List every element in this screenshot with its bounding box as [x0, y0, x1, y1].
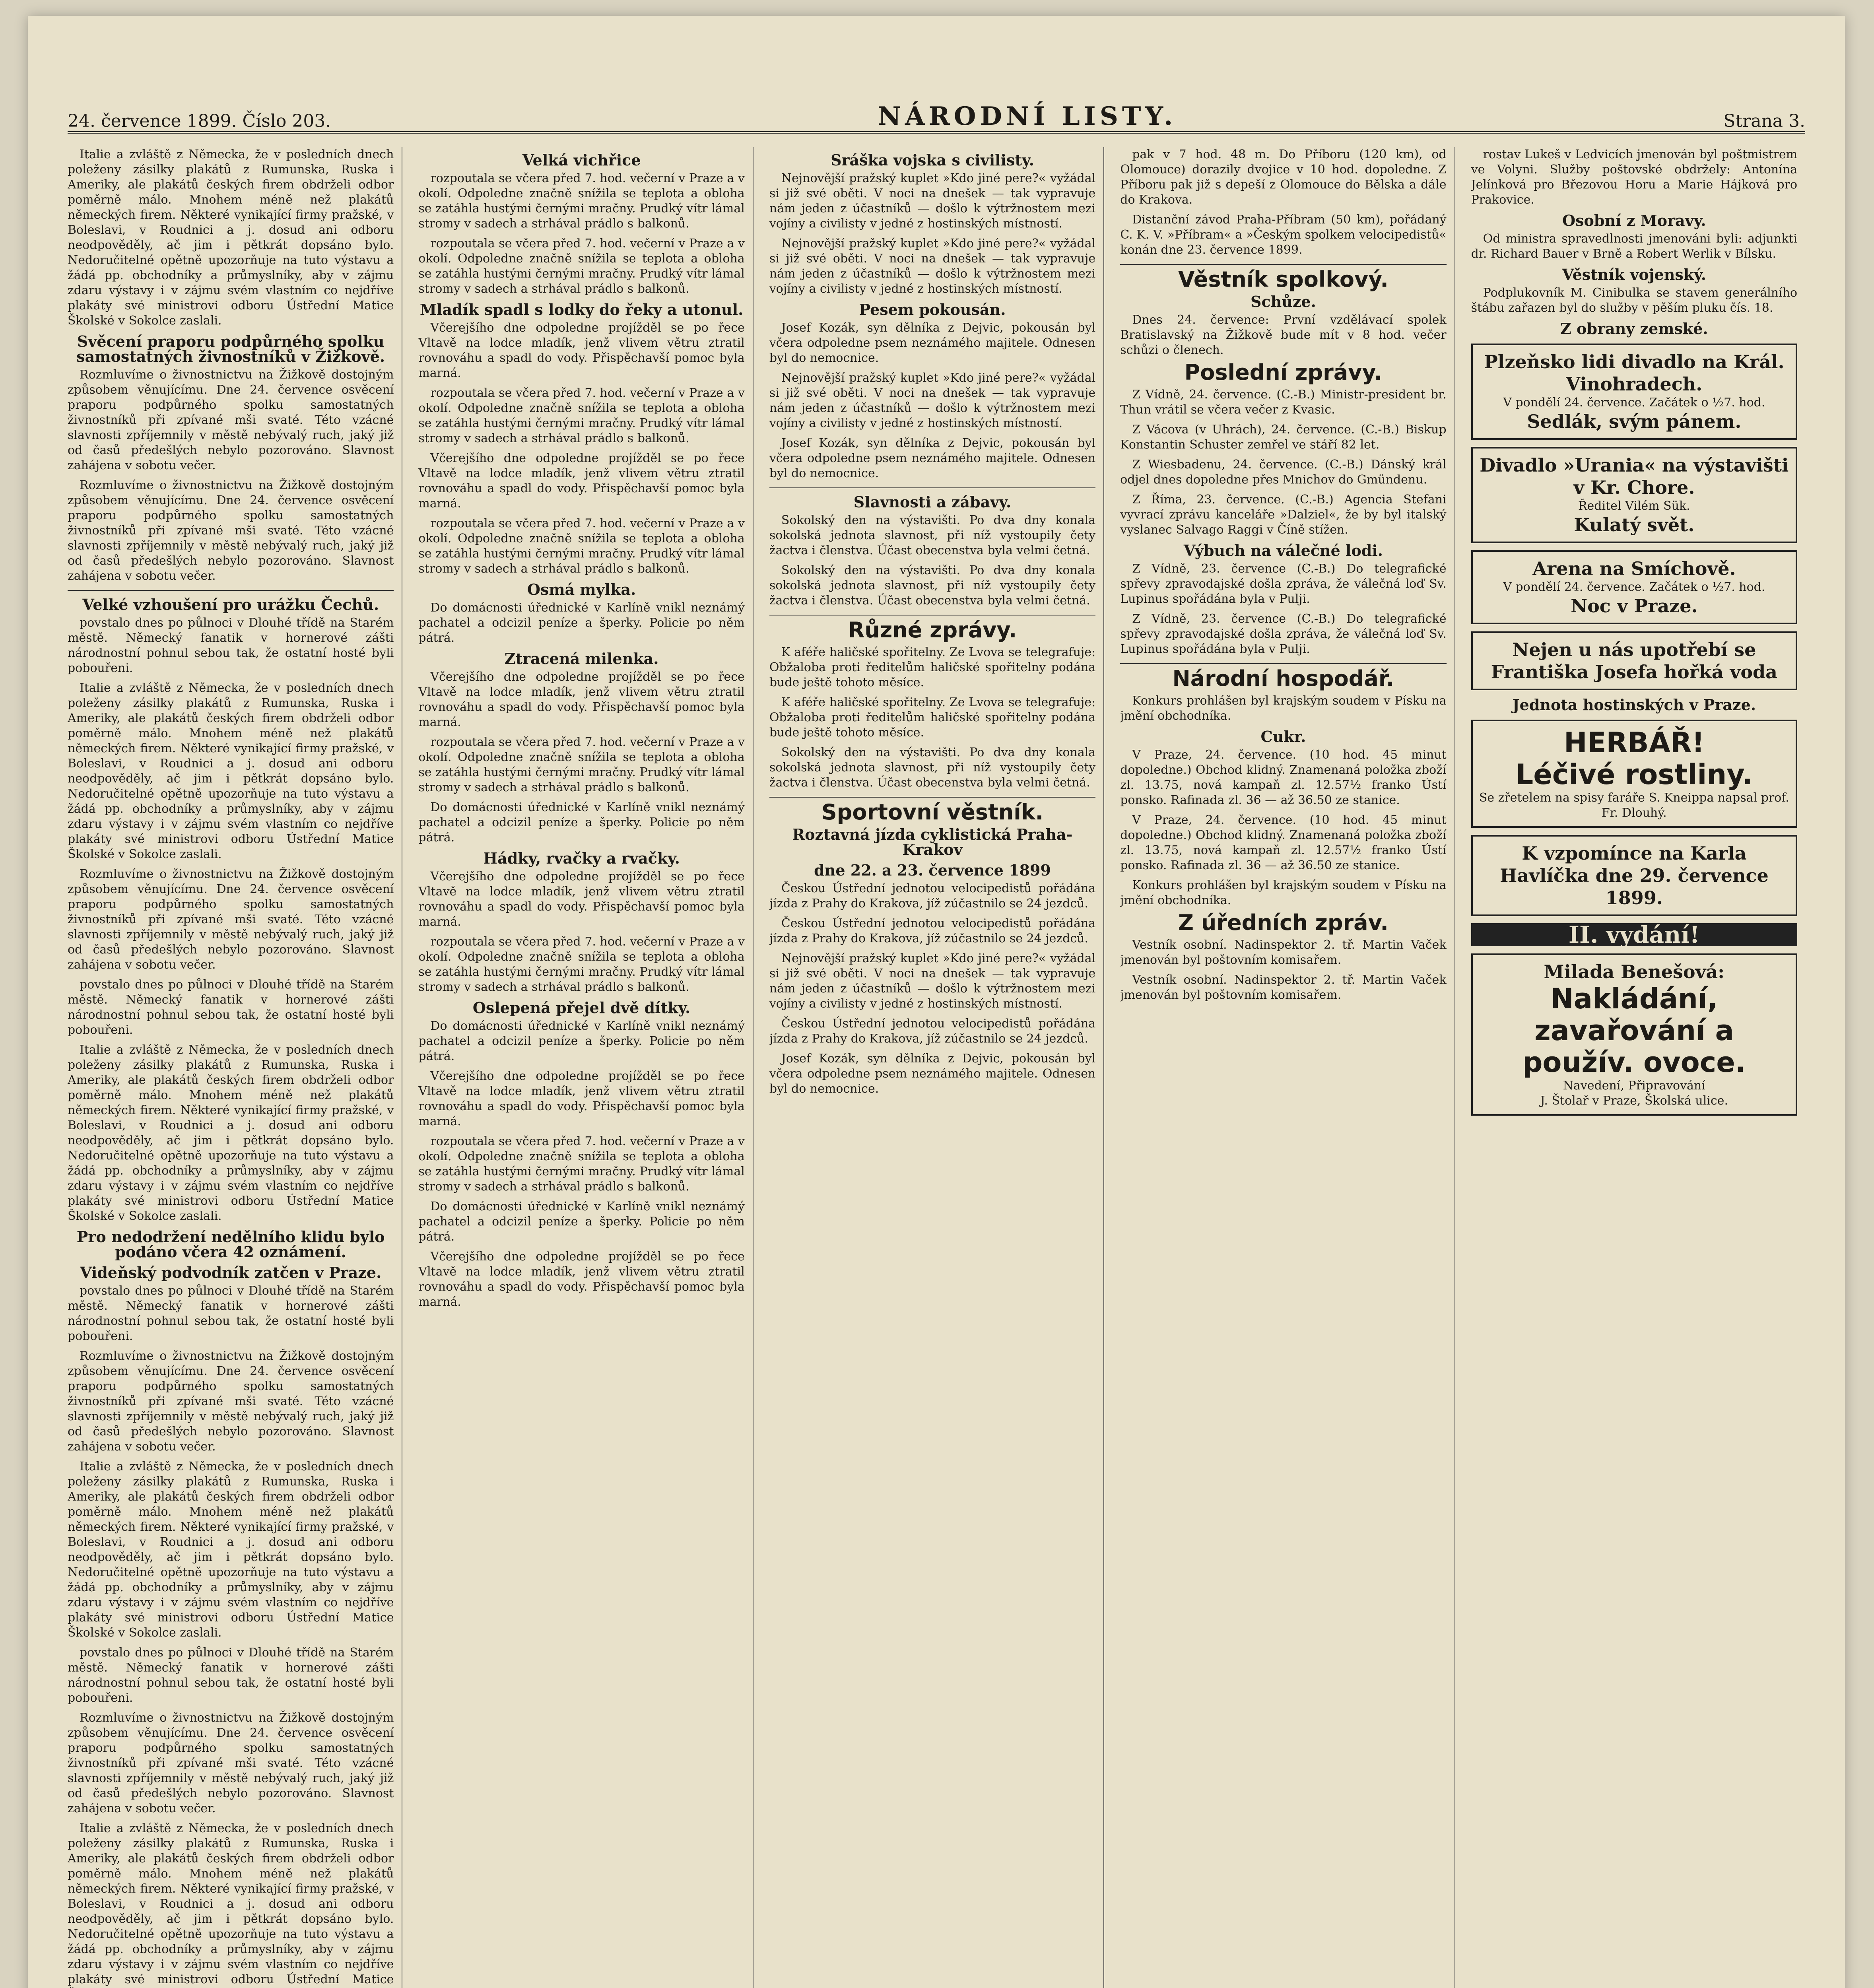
article-text: Včerejšího dne odpoledne projížděl se po řece Vltavě na lodce mladík, jenž vlivem větru ztratil rovnováhu a spadl do vody. Přispěchavší pomoc byla marná.	[418, 451, 745, 511]
article-text: Rozmluvíme o živnostnictvu na Žižkově dostojným způsobem věnujícímu. Dne 24. července osvěcení praporu podpůrného spolku samostatných živnostníků při zpívané mši svaté. Této vzácné slavnosti zpříjemnily v městě nebývalý ruch, jaký již od časů předešlých nebylo pozorováno. Slavnost zahájena v sobotu večer.	[68, 478, 394, 583]
edition-banner: II. vydání!	[1471, 923, 1797, 946]
article-text: Z Říma, 23. července. (C.-B.) Agencia Stefani vyvrací zprávu kanceláře »Dalziel«, že by byl italský vyslanec Salvago Raggi v Číně stížen.	[1120, 493, 1447, 537]
article-text: Distanční závod Praha-Příbram (50 km), pořádaný C. K. V. »Příbram« a »Českým spolkem velocipedistů« konán dne 23. července 1899.	[1120, 213, 1447, 257]
article-text: Sokolský den na výstavišti. Po dva dny konala sokolská jednota slavnost, při níž vystoupily čety žactva i členstva. Účast obecenstva byla velmi četná.	[769, 563, 1096, 608]
article-text: rozpoutala se včera před 7. hod. večerní v Praze a v okolí. Odpoledne značně snížila se teplota a obloha se zatáhla hustými černými mračny. Prudký vítr lámal stromy v sadech a strhával prádlo s balkonů.	[418, 516, 745, 576]
masthead	[68, 103, 1805, 134]
article-text: povstalo dnes po půlnoci v Dlouhé třídě na Starém městě. Německý fanatik v hornerové zášti národnostní pohnul sebou tak, že ostatní hosté byli pobouřeni.	[68, 1646, 394, 1705]
ad-play: Kulatý svět.	[1574, 514, 1695, 536]
section-title: Věstník spolkový.	[1178, 267, 1389, 292]
article-text: rozpoutala se včera před 7. hod. večerní v Praze a v okolí. Odpoledne značně snížila se teplota a obloha se zatáhla hustými černými mračny. Prudký vítr lámal stromy v sadech a strhával prádlo s balkonů.	[418, 237, 745, 296]
article-text: Vestník osobní. Nadinspektor 2. tř. Martin Vaček jmenován byl poštovním komisařem.	[1120, 938, 1447, 967]
article-text: Italie a zvláště z Německa, že v posledních dnech poleženy zásilky plakátů z Rumunska, Ruska i Ameriky, ale plakátů českých firem obdrželi odbor poměrně málo. Mnohem méně než plakátů německých firem. Některé vynikající firmy pražské, v Boleslavi, v Roudnici a j. dosud ani odboru neodpověděly, ač jim i pětkrát dopsáno bylo. Nedoručitelné opětně upozorňuje na tuto výstavu a žádá pp. obchodníky a průmyslníky, aby v zájmu zdaru výstavy i v zájmu svém vlastním co nejdříve plakáty své ministrovi odboru Ústřední Matice Školské v Sokolce zaslali.	[68, 1460, 394, 1640]
article-heading: Velké vzhoušení pro urážku Čechů.	[82, 596, 379, 613]
article-text: Českou Ústřední jednotou velocipedistů pořádána jízda z Prahy do Krakova, jíž zúčastnilo se 24 jezdců.	[769, 881, 1096, 911]
article-text: V Praze, 24. července. (10 hod. 45 minut dopoledne.) Obchod klidný. Znamenaná položka zboží zl. 13.75, nová kampaň zl. 12.57½ franko Ústí ponsko. Rafinada zl. 36 — až 36.50 ze stanice.	[1120, 748, 1447, 807]
article-heading: Pro nedodržení nedělního klidu bylo podáno včera 42 oznámení.	[76, 1228, 385, 1261]
article-text: Rozmluvíme o živnostnictvu na Žižkově dostojným způsobem věnujícímu. Dne 24. července osvěcení praporu podpůrného spolku samostatných živnostníků při zpívané mši svaté. Této vzácné slavnosti zpříjemnily v městě nebývalý ruch, jaký již od časů předešlých nebylo pozorováno. Slavnost zahájena v sobotu večer.	[68, 1349, 394, 1454]
article-text: Sokolský den na výstavišti. Po dva dny konala sokolská jednota slavnost, při níž vystoupily čety žactva i členstva. Účast obecenstva byla velmi četná.	[769, 513, 1096, 557]
page-number: Strana 3.	[1723, 111, 1805, 131]
article-text: Konkurs prohlášen byl krajským soudem v Písku na jmění obchodníka.	[1120, 694, 1447, 723]
article-heading: Jednota hostinských v Praze.	[1512, 696, 1756, 714]
article-subheading: dne 22. a 23. července 1899	[814, 861, 1051, 879]
ad-line: Ředitel Vilém Sük.	[1578, 499, 1690, 513]
ad-subtitle: Se zřetelem na spisy faráře S. Kneippa napsal prof. Fr. Dlouhý.	[1479, 791, 1789, 820]
ad-subtitle: Navedení, Připravování	[1563, 1079, 1705, 1093]
preserving-book-ad	[1471, 953, 1797, 1116]
ad-title: Nakládání, zavařování a použív. ovoce.	[1523, 982, 1746, 1079]
section-title: Z úředních zpráv.	[1178, 910, 1389, 935]
article-text: Včerejšího dne odpoledne projížděl se po řece Vltavě na lodce mladík, jenž vlivem větru ztratil rovnováhu a spadl do vody. Přispěchavší pomoc byla marná.	[418, 1250, 745, 1309]
ad-author: Milada Benešová:	[1544, 961, 1725, 982]
section-title: Různé zprávy.	[848, 617, 1017, 643]
column-5	[1471, 147, 1805, 1988]
theatre-ad-urania	[1471, 447, 1797, 543]
article-heading: Sráška vojska s civilisty.	[831, 151, 1034, 169]
article-text: Z Vídně, 24. července. (C.-B.) Ministr-president br. Thun vrátil se včera večer z Kvasic.	[1120, 388, 1447, 417]
ad-title: K vzpomínce na Karla Havlíčka dne 29. července 1899.	[1499, 843, 1769, 909]
ad-play: Noc v Praze.	[1571, 595, 1698, 617]
column-2	[418, 147, 753, 1988]
ad-line: V pondělí 24. července. Začátek o ½7. hod.	[1503, 396, 1765, 410]
newspaper-page	[28, 16, 1845, 1988]
article-text: Z Wiesbadenu, 24. července. (C.-B.) Dánský král odjel dnes dopoledne přes Mnichov do Gmündenu.	[1120, 458, 1447, 487]
article-text: rozpoutala se včera před 7. hod. večerní v Praze a v okolí. Odpoledne značně snížila se teplota a obloha se zatáhla hustými černými mračny. Prudký vítr lámal stromy v sadech a strhával prádlo s balkonů.	[418, 171, 745, 231]
article-text: Dnes 24. července: První vzdělávací spolek Bratislavský na Žižkově bude mít v 8 hod. večer schůzi o členech.	[1120, 313, 1447, 357]
article-text: Do domácnosti úřednické v Karlíně vnikl neznámý pachatel a odcizil peníze a šperky. Policie po něm pátrá.	[418, 800, 745, 845]
article-heading: Videňský podvodník zatčen v Praze.	[80, 1264, 382, 1281]
article-text: povstalo dnes po půlnoci v Dlouhé třídě na Starém městě. Německý fanatik v hornerové zášti národnostní pohnul sebou tak, že ostatní hosté byli pobouřeni.	[68, 1284, 394, 1343]
article-heading: Schůze.	[1251, 293, 1316, 311]
column-4	[1120, 147, 1455, 1988]
article-text: Českou Ústřední jednotou velocipedistů pořádána jízda z Prahy do Krakova, jíž zúčastnilo se 24 jezdců.	[769, 1017, 1096, 1046]
article-text: Z Vídně, 23. července (C.-B.) Do telegrafické spřevy zpravodajské došla zpráva, že válečná loď Sv. Lupinus spořádána byla v Pulji.	[1120, 562, 1447, 606]
article-heading: Z obrany zemské.	[1560, 320, 1708, 338]
article-text: Nejnovější pražský kuplet »Kdo jiné pere?« vyžádal si již své oběti. V noci na dnešek — tak vypravuje nám jeden z účastníků — došlo k výtržnostem mezi vojíny a civilisty v jedné z hostinských místností.	[769, 171, 1096, 231]
article-heading: Oslepená přejel dvě dítky.	[472, 999, 691, 1017]
section-title: Národní hospodář.	[1172, 666, 1394, 691]
article-text: rozpoutala se včera před 7. hod. večerní v Praze a v okolí. Odpoledne značně snížila se teplota a obloha se zatáhla hustými černými mračny. Prudký vítr lámal stromy v sadech a strhával prádlo s balkonů.	[418, 735, 745, 794]
ad-title: Léčivé rostliny.	[1515, 758, 1753, 791]
article-text: V Praze, 24. července. (10 hod. 45 minut dopoledne.) Obchod klidný. Znamenaná položka zboží zl. 13.75, nová kampaň zl. 12.57½ franko Ústí ponsko. Rafinada zl. 36 — až 36.50 ze stanice.	[1120, 813, 1447, 872]
article-text: Josef Kozák, syn dělníka z Dejvic, pokousán byl včera odpoledne psem neznámého majitele. Odnesen byl do nemocnice.	[769, 1052, 1096, 1096]
article-heading: Svěcení praporu podpůrného spolku samostatných živnostníků v Žižkově.	[76, 332, 385, 365]
ad-banner: HERBÁŘ!	[1563, 726, 1705, 759]
bitter-water-ad	[1471, 631, 1797, 690]
havlicek-ad	[1471, 835, 1797, 916]
issue-date: 24. července 1899. Číslo 203.	[68, 111, 331, 131]
article-text: Italie a zvláště z Německa, že v posledních dnech poleženy zásilky plakátů z Rumunska, Ruska i Ameriky, ale plakátů českých firem obdrželi odbor poměrně málo. Mnohem méně než plakátů německých firem. Některé vynikající firmy pražské, v Boleslavi, v Roudnici a j. dosud ani odboru neodpověděly, ač jim i pětkrát dopsáno bylo. Nedoručitelné opětně upozorňuje na tuto výstavu a žádá pp. obchodníky a průmyslníky, aby v zájmu zdaru výstavy i v zájmu svém vlastním co nejdříve plakáty své ministrovi odboru Ústřední Matice Školské v Sokolce zaslali.	[68, 148, 394, 328]
divider	[769, 797, 1095, 798]
ad-title: Plzeňsko lidi divadlo na Král. Vinohradech.	[1484, 351, 1785, 395]
divider	[1120, 663, 1446, 664]
article-heading: Cukr.	[1260, 728, 1306, 746]
article-text: Včerejšího dne odpoledne projížděl se po řece Vltavě na lodce mladík, jenž vlivem větru ztratil rovnováhu a spadl do vody. Přispěchavší pomoc byla marná.	[418, 321, 745, 380]
column-3	[769, 147, 1104, 1988]
article-text: Rozmluvíme o živnostnictvu na Žižkově dostojným způsobem věnujícímu. Dne 24. července osvěcení praporu podpůrného spolku samostatných živnostníků při zpívané mši svaté. Této vzácné slavnosti zpříjemnily v městě nebývalý ruch, jaký již od časů předešlých nebylo pozorováno. Slavnost zahájena v sobotu večer.	[68, 1711, 394, 1815]
article-text: Z Vídně, 23. července (C.-B.) Do telegrafické spřevy zpravodajské došla zpráva, že válečná loď Sv. Lupinus spořádána byla v Pulji.	[1120, 612, 1447, 656]
article-text: Z Vácova (v Uhrách), 24. července. (C.-B.) Biskup Konstantin Schuster zemřel ve stáří 82 let.	[1120, 423, 1447, 452]
ad-play: Sedlák, svým pánem.	[1527, 411, 1742, 432]
theatre-ad-vinohrady	[1471, 344, 1797, 440]
article-text: Nejnovější pražský kuplet »Kdo jiné pere?« vyžádal si již své oběti. V noci na dnešek — tak vypravuje nám jeden z účastníků — došlo k výtržnostem mezi vojíny a civilisty v jedné z hostinských místností.	[769, 237, 1096, 296]
article-heading: Velká vichřice	[522, 151, 641, 169]
article-text: Sokolský den na výstavišti. Po dva dny konala sokolská jednota slavnost, při níž vystoupily čety žactva i členstva. Účast obecenstva byla velmi četná.	[769, 746, 1096, 790]
article-text: Josef Kozák, syn dělníka z Dejvic, pokousán byl včera odpoledne psem neznámého majitele. Odnesen byl do nemocnice.	[769, 436, 1096, 480]
article-heading: Výbuch na válečné lodi.	[1183, 542, 1383, 559]
ad-title: Arena na Smíchově.	[1532, 558, 1736, 579]
article-text: povstalo dnes po půlnoci v Dlouhé třídě na Starém městě. Německý fanatik v hornerové zášti národnostní pohnul sebou tak, že ostatní hosté byli pobouřeni.	[68, 978, 394, 1037]
article-text: Do domácnosti úřednické v Karlíně vnikl neznámý pachatel a odcizil peníze a šperky. Policie po něm pátrá.	[418, 1200, 745, 1244]
columns	[68, 147, 1805, 1988]
ad-shop: J. Štolař v Praze, Školská ulice.	[1540, 1094, 1728, 1108]
article-text: K aféře haličské spořitelny. Ze Lvova se telegrafuje: Obžaloba proti ředitelům haličské spořitelny podána bude ještě tohoto měsíce.	[769, 645, 1096, 689]
article-text: Konkurs prohlášen byl krajským soudem v Písku na jmění obchodníka.	[1120, 878, 1447, 907]
ad-title: Divadlo »Urania« na výstavišti v Kr. Chore.	[1480, 454, 1789, 498]
article-text: Italie a zvláště z Německa, že v posledních dnech poleženy zásilky plakátů z Rumunska, Ruska i Ameriky, ale plakátů českých firem obdrželi odbor poměrně málo. Mnohem méně než plakátů německých firem. Některé vynikající firmy pražské, v Boleslavi, v Roudnici a j. dosud ani odboru neodpověděly, ač jim i pětkrát dopsáno bylo. Nedoručitelné opětně upozorňuje na tuto výstavu a žádá pp. obchodníky a průmyslníky, aby v zájmu zdaru výstavy i v zájmu svém vlastním co nejdříve plakáty své ministrovi odboru Ústřední Matice Školské v Sokolce zaslali.	[68, 681, 394, 861]
article-text: K aféře haličské spořitelny. Ze Lvova se telegrafuje: Obžaloba proti ředitelům haličské spořitelny podána bude ještě tohoto měsíce.	[769, 695, 1096, 740]
article-heading: Hádky, rvačky a rvačky.	[483, 849, 680, 867]
article-text: Včerejšího dne odpoledne projížděl se po řece Vltavě na lodce mladík, jenž vlivem větru ztratil rovnováhu a spadl do vody. Přispěchavší pomoc byla marná.	[418, 1069, 745, 1128]
article-heading: Pesem pokousán.	[859, 301, 1006, 318]
article-text: povstalo dnes po půlnoci v Dlouhé třídě na Starém městě. Německý fanatik v hornerové zášti národnostní pohnul sebou tak, že ostatní hosté byli pobouřeni.	[68, 616, 394, 675]
section-heading: Slavnosti a zábavy.	[853, 493, 1012, 511]
section-title: Poslední zprávy.	[1184, 360, 1383, 385]
article-heading: Roztavná jízda cyklistická Praha-Krakov	[792, 825, 1073, 858]
divider	[769, 487, 1095, 488]
article-heading: Mladík spadl s lodky do řeky a utonul.	[419, 301, 744, 318]
ad-line: V pondělí 24. července. Začátek o ½7. hod.	[1503, 580, 1765, 594]
article-text: Včerejšího dne odpoledne projížděl se po řece Vltavě na lodce mladík, jenž vlivem větru ztratil rovnováhu a spadl do vody. Přispěchavší pomoc byla marná.	[418, 870, 745, 929]
article-heading: Ztracená milenka.	[504, 650, 659, 668]
herbarium-ad	[1471, 720, 1797, 828]
article-text: rostav Lukeš v Ledvicích jmenován byl poštmistrem ve Volyni. Služby poštovské obdržely: Antonína Jelínková pro Březovou Horu a Marie Hájková pro Prakovice.	[1471, 148, 1798, 207]
article-heading: Osmá mylka.	[527, 580, 636, 598]
article-text: rozpoutala se včera před 7. hod. večerní v Praze a v okolí. Odpoledne značně snížila se teplota a obloha se zatáhla hustými černými mračny. Prudký vítr lámal stromy v sadech a strhával prádlo s balkonů.	[418, 386, 745, 445]
article-text: Nejnovější pražský kuplet »Kdo jiné pere?« vyžádal si již své oběti. V noci na dnešek — tak vypravuje nám jeden z účastníků — došlo k výtržnostem mezi vojíny a civilisty v jedné z hostinských místností.	[769, 951, 1096, 1011]
article-text: rozpoutala se včera před 7. hod. večerní v Praze a v okolí. Odpoledne značně snížila se teplota a obloha se zatáhla hustými černými mračny. Prudký vítr lámal stromy v sadech a strhával prádlo s balkonů.	[418, 1134, 745, 1194]
article-text: Do domácnosti úřednické v Karlíně vnikl neznámý pachatel a odcizil peníze a šperky. Policie po něm pátrá.	[418, 601, 745, 645]
column-1	[68, 147, 402, 1988]
article-text: Josef Kozák, syn dělníka z Dejvic, pokousán byl včera odpoledne psem neznámého majitele. Odnesen byl do nemocnice.	[769, 321, 1096, 365]
article-heading: Osobní z Moravy.	[1562, 212, 1706, 229]
article-text: Českou Ústřední jednotou velocipedistů pořádána jízda z Prahy do Krakova, jíž zúčastnilo se 24 jezdců.	[769, 916, 1096, 945]
article-text: Do domácnosti úřednické v Karlíně vnikl neznámý pachatel a odcizil peníze a šperky. Policie po něm pátrá.	[418, 1019, 745, 1063]
article-text: Italie a zvláště z Německa, že v posledních dnech poleženy zásilky plakátů z Rumunska, Ruska i Ameriky, ale plakátů českých firem obdrželi odbor poměrně málo. Mnohem méně než plakátů německých firem. Některé vynikající firmy pražské, v Boleslavi, v Roudnici a j. dosud ani odboru neodpověděly, ač jim i pětkrát dopsáno bylo. Nedoručitelné opětně upozorňuje na tuto výstavu a žádá pp. obchodníky a průmyslníky, aby v zájmu zdaru výstavy i v zájmu svém vlastním co nejdříve plakáty své ministrovi odboru Ústřední Matice Školské v Sokolce zaslali.	[68, 1043, 394, 1223]
article-text: Rozmluvíme o živnostnictvu na Žižkově dostojným způsobem věnujícímu. Dne 24. července osvěcení praporu podpůrného spolku samostatných živnostníků při zpívané mši svaté. Této vzácné slavnosti zpříjemnily v městě nebývalý ruch, jaký již od časů předešlých nebylo pozorováno. Slavnost zahájena v sobotu večer.	[68, 867, 394, 972]
newspaper-title: NÁRODNÍ LISTY.	[878, 101, 1177, 131]
divider	[1120, 264, 1446, 265]
ad-title: Nejen u nás upotřebí se Františka Josefa hořká voda	[1491, 639, 1777, 683]
article-text: Včerejšího dne odpoledne projížděl se po řece Vltavě na lodce mladík, jenž vlivem větru ztratil rovnováhu a spadl do vody. Přispěchavší pomoc byla marná.	[418, 670, 745, 729]
article-text: Nejnovější pražský kuplet »Kdo jiné pere?« vyžádal si již své oběti. V noci na dnešek — tak vypravuje nám jeden z účastníků — došlo k výtržnostem mezi vojíny a civilisty v jedné z hostinských místností.	[769, 371, 1096, 430]
article-text: rozpoutala se včera před 7. hod. večerní v Praze a v okolí. Odpoledne značně snížila se teplota a obloha se zatáhla hustými černými mračny. Prudký vítr lámal stromy v sadech a strhával prádlo s balkonů.	[418, 935, 745, 994]
article-text: Vestník osobní. Nadinspektor 2. tř. Martin Vaček jmenován byl poštovním komisařem.	[1120, 973, 1447, 1002]
article-text: Podplukovník M. Cinibulka se stavem generálního štábu zařazen byl do služby v pěším pluku čís. 18.	[1471, 286, 1798, 315]
article-text: Rozmluvíme o živnostnictvu na Žižkově dostojným způsobem věnujícímu. Dne 24. července osvěcení praporu podpůrného spolku samostatných živnostníků při zpívané mši svaté. Této vzácné slavnosti zpříjemnily v městě nebývalý ruch, jaký již od časů předešlých nebylo pozorováno. Slavnost zahájena v sobotu večer.	[68, 368, 394, 472]
theatre-ad-smichov	[1471, 550, 1797, 624]
section-title: Sportovní věstník.	[821, 800, 1044, 825]
divider	[68, 590, 394, 591]
article-text: Od ministra spravedlnosti jmenováni byli: adjunkti dr. Richard Bauer v Brně a Robert Werlik v Bílsku.	[1471, 232, 1798, 261]
article-text: pak v 7 hod. 48 m. Do Příboru (120 km), od Olomouce) dorazily dvojice v 10 hod. dopoledne. Z Příboru pak již s depeší z Olomouce do Bělska a dále do Krakova.	[1120, 148, 1447, 207]
article-heading: Věstník vojenský.	[1562, 266, 1707, 283]
article-text: Italie a zvláště z Německa, že v posledních dnech poleženy zásilky plakátů z Rumunska, Ruska i Ameriky, ale plakátů českých firem obdrželi odbor poměrně málo. Mnohem méně než plakátů německých firem. Některé vynikající firmy pražské, v Boleslavi, v Roudnici a j. dosud ani odboru neodpověděly, ač jim i pětkrát dopsáno bylo. Nedoručitelné opětně upozorňuje na tuto výstavu a žádá pp. obchodníky a průmyslníky, aby v zájmu zdaru výstavy i v zájmu svém vlastním co nejdříve plakáty své ministrovi odboru Ústřední Matice	[68, 1821, 394, 1986]
